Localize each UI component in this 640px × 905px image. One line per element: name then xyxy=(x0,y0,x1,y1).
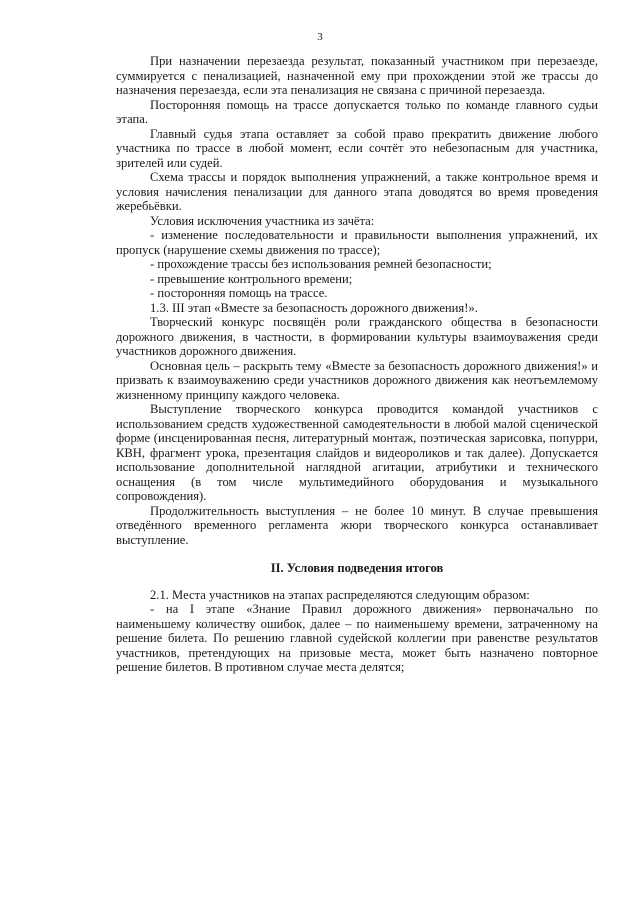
paragraph-main-goal: Основная цель – раскрыть тему «Вместе за безопасность дорожного движения!» и призвать к взаимоуважению среди участников дорожного движения как неотъемлемому жизненному принципу каждого человека. xyxy=(116,358,598,402)
page-number: 3 xyxy=(317,31,323,43)
list-item-sequence-change: - изменение последовательности и правильности выполнения упражнений, их пропуск (нарушение схемы движения по трассе); xyxy=(116,228,598,257)
paragraph-performance: Выступление творческого конкурса проводится командой участников с использованием средств художественной самодеятельности в любой малой сценической форме (инсценированная песня, литературный монтаж, поэтическая зарисовка, попурри, КВН, фрагмент урока, презентация слайдов и видеороликов и так далее). Допускается использование дополнительной наглядной агитации, атрибутики и технического оснащения (в том числе мультимедийного оборудования и музыкального сопровождения). xyxy=(116,402,598,503)
section-heading: II. Условия подведения итогов xyxy=(270,561,444,575)
list-item-no-seatbelts: - прохождение трассы без использования ремней безопасности; xyxy=(150,257,492,271)
paragraph-outside-help: Посторонняя помощь на трассе допускается только по команде главного судьи этапа. xyxy=(116,97,598,126)
paragraph-chief-judge-right: Главный судья этапа оставляет за собой право прекратить движение любого участника по трассе в любой момент, если сочтёт это небезопасным для участника, зрителей или судей. xyxy=(116,126,598,170)
subsection-title-stage-3: 1.3. III этап «Вместе за безопасность дорожного движения!». xyxy=(150,300,478,315)
paragraph-creative-contest: Творческий конкурс посвящён роли гражданского общества в безопасности дорожного движения, в частности, в формировании культуры взаимоуважения среди участников дорожного движения. xyxy=(116,315,598,358)
document-body xyxy=(116,54,598,675)
paragraph-exclusion-conditions: Условия исключения участника из зачёта: xyxy=(150,213,375,228)
paragraph-places-distribution: 2.1. Места участников на этапах распределяются следующим образом: xyxy=(150,587,530,602)
list-item-time-exceeded: - превышение контрольного времени; xyxy=(150,271,353,286)
list-item-outside-help: - посторонняя помощь на трассе. xyxy=(150,286,328,300)
paragraph-track-scheme: Схема трассы и порядок выполнения упражнений, а также контрольное время и условия начисления пенализации для данного этапа доводятся во время проведения жеребьёвки. xyxy=(116,170,598,213)
paragraph-duration: Продолжительность выступления – не более 10 минут. В случае превышения отведённого временного регламента жюри творческого конкурса останавливает выступление. xyxy=(116,503,598,547)
list-item-stage-1-ranking: - на I этапе «Знание Правил дорожного движения» первоначально по наименьшему количеству ошибок, далее – по наименьшему времени, затраченному на решение билета. По решению главной судейской коллегии при равенстве результатов участников, претендующих на призовые места, может быть назначено повторное решение билетов. В противном случае места делятся; xyxy=(116,602,598,674)
paragraph-rerun-result: При назначении перезаезда результат, показанный участником при перезаезде, суммируется с пенализацией, назначенной ему при прохождении этой же трассы до назначения перезаезда, если эта пенализация не связана с причиной перезаезда. xyxy=(116,54,598,97)
